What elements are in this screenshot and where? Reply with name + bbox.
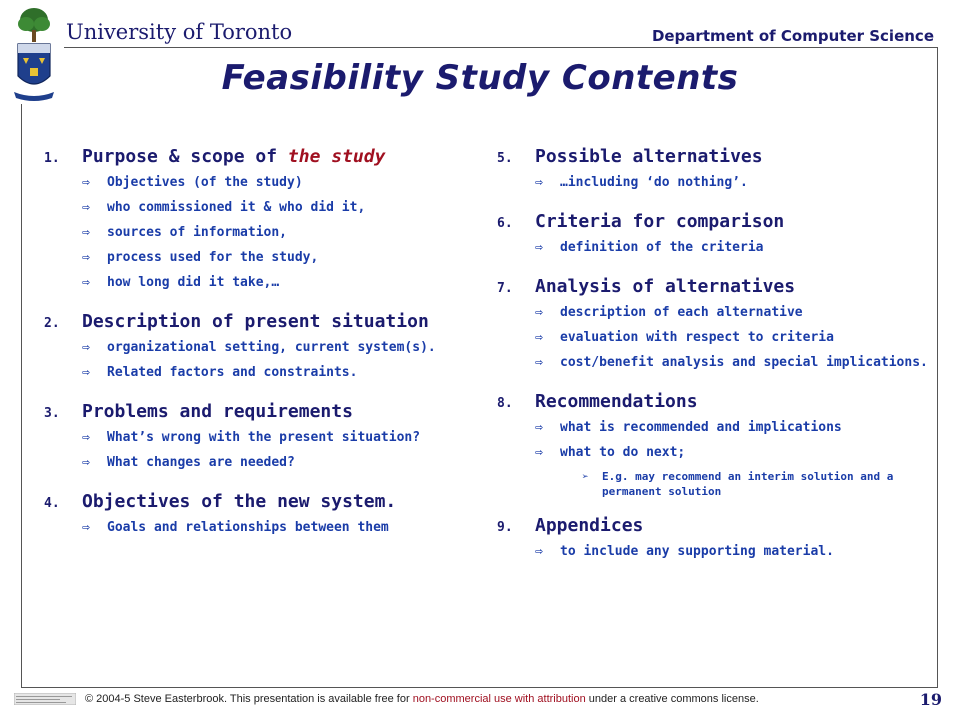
list-item: ⇨ to include any supporting material. (535, 544, 834, 559)
section-number: 8. (497, 396, 513, 411)
section-title: Analysis of alternatives (535, 276, 796, 297)
arrow-bullet-icon: ⇨ (535, 175, 543, 190)
section-heading (497, 144, 932, 172)
list-item: ⇨ What’s wrong with the present situation? (82, 430, 421, 445)
arrow-bullet-icon: ⇨ (535, 240, 543, 255)
arrow-bullet-icon: ⇨ (535, 305, 543, 320)
section-6 (497, 209, 932, 262)
list-item: ⇨ evaluation with respect to criteria (535, 330, 834, 345)
page-number: 19 (919, 690, 942, 709)
list-item: ⇨ sources of information, (82, 225, 288, 240)
arrow-bullet-icon: ⇨ (82, 430, 90, 445)
list-item: ⇨ Objectives (of the study) (82, 175, 303, 190)
slide-frame-left (21, 104, 22, 687)
arrow-bullet-icon: ⇨ (82, 275, 90, 290)
slide-frame-bottom (21, 687, 937, 688)
arrow-bullet-icon: ⇨ (535, 330, 543, 345)
section-number: 7. (497, 281, 513, 296)
section-number: 3. (44, 406, 60, 421)
list-item: ⇨ What changes are needed? (82, 455, 295, 470)
section-number: 4. (44, 496, 60, 511)
arrow-bullet-icon: ⇨ (82, 250, 90, 265)
right-column (497, 144, 932, 578)
section-title: Possible alternatives (535, 146, 763, 167)
arrow-bullet-icon: ⇨ (82, 340, 90, 355)
section-8 (497, 389, 932, 501)
list-item: ⇨ cost/benefit analysis and special implications. (535, 355, 928, 370)
section-5 (497, 144, 932, 197)
footer-copyright: © 2004-5 Steve Easterbrook. This presentation is available free for non-commercial use with attribution under a creative commons license. (85, 693, 759, 705)
section-number: 1. (44, 151, 60, 166)
section-number: 5. (497, 151, 513, 166)
section-title: Recommendations (535, 391, 698, 412)
arrow-bullet-icon: ⇨ (82, 520, 90, 535)
section-heading (497, 274, 932, 302)
arrow-bullet-icon: ⇨ (535, 420, 543, 435)
section-4 (44, 489, 469, 542)
section-7 (497, 274, 932, 377)
list-item: ⇨ what to do next; (535, 445, 686, 460)
section-number: 9. (497, 520, 513, 535)
section-heading (497, 513, 932, 541)
creative-commons-badge[interactable] (14, 693, 76, 705)
list-item: ⇨ organizational setting, current system(s). (82, 340, 436, 355)
section-number: 6. (497, 216, 513, 231)
section-heading (44, 489, 469, 517)
list-item: ⇨ process used for the study, (82, 250, 319, 265)
list-item: ⇨ definition of the criteria (535, 240, 764, 255)
section-title-accent: the study (287, 146, 386, 167)
list-item: ⇨ …including ‘do nothing’. (535, 175, 748, 190)
list-item: ⇨ who commissioned it & who did it, (82, 200, 366, 215)
pointer-bullet-icon: ➢ (582, 470, 589, 483)
arrow-bullet-icon: ⇨ (82, 175, 90, 190)
list-item: ⇨ Related factors and constraints. (82, 365, 358, 380)
arrow-bullet-icon: ⇨ (82, 200, 90, 215)
arrow-bullet-icon: ⇨ (535, 544, 543, 559)
arrow-bullet-icon: ⇨ (535, 445, 543, 460)
section-9 (497, 513, 932, 566)
section-title: Criteria for comparison (535, 211, 785, 232)
section-heading (497, 209, 932, 237)
list-item: ⇨ Goals and relationships between them (82, 520, 389, 535)
arrow-bullet-icon: ⇨ (82, 225, 90, 240)
section-heading (44, 399, 469, 427)
arrow-bullet-icon: ⇨ (82, 365, 90, 380)
section-title: Appendices (535, 515, 644, 536)
section-heading (497, 389, 932, 417)
slide-title: Feasibility Study Contents (221, 58, 739, 98)
left-column (44, 144, 469, 554)
section-title: Description of present situation (82, 311, 429, 332)
section-title: Problems and requirements (82, 401, 353, 422)
list-item: ⇨ description of each alternative (535, 305, 803, 320)
list-item: ⇨ what is recommended and implications (535, 420, 842, 435)
university-name: University of Toronto (66, 20, 293, 44)
section-number: 2. (44, 316, 60, 331)
section-2 (44, 309, 469, 387)
arrow-bullet-icon: ⇨ (82, 455, 90, 470)
section-title: Purpose & scope of (82, 146, 288, 167)
list-item: ⇨ how long did it take,… (82, 275, 280, 290)
section-heading (44, 144, 469, 172)
sub-list-item: ➢ E.g. may recommend an interim solution and a permanent solution (582, 470, 894, 498)
department-name: Department of Computer Science (651, 27, 934, 45)
license-terms-link[interactable]: non-commercial use with attribution (412, 693, 586, 705)
section-1 (44, 144, 469, 297)
section-title: Objectives of the new system. (82, 491, 397, 512)
section-3 (44, 399, 469, 477)
arrow-bullet-icon: ⇨ (535, 355, 543, 370)
section-heading (44, 309, 469, 337)
